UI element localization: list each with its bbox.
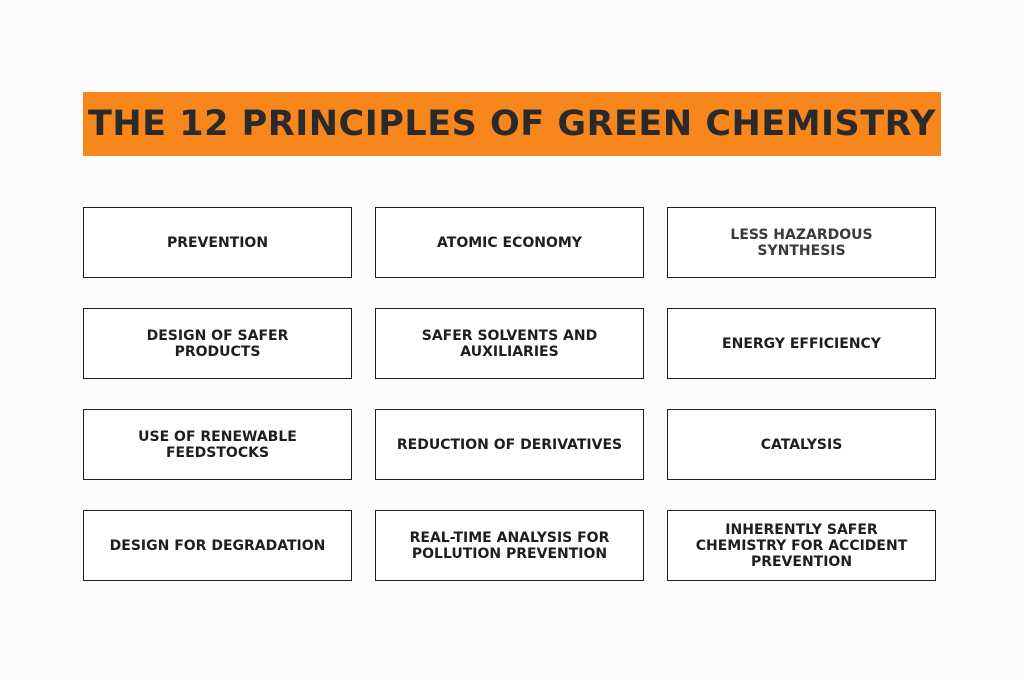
principle-box-less-hazardous-synthesis <box>667 207 936 278</box>
principle-box-catalysis <box>667 409 936 480</box>
principle-label: PREVENTION <box>166 234 269 251</box>
principle-label: USE OF RENEWABLE FEEDSTOCKS <box>138 428 297 461</box>
principle-label: LESS HAZARDOUS SYNTHESIS <box>730 226 873 259</box>
principle-box-inherently-safer-chemistry <box>667 510 936 581</box>
principle-box-real-time-analysis <box>375 510 644 581</box>
principle-label: REDUCTION OF DERIVATIVES <box>396 436 623 453</box>
page-title: THE 12 PRINCIPLES OF GREEN CHEMISTRY <box>87 104 937 144</box>
title-banner <box>83 92 941 156</box>
principle-box-atomic-economy <box>375 207 644 278</box>
principle-box-energy-efficiency <box>667 308 936 379</box>
principle-box-prevention <box>83 207 352 278</box>
principle-label: ENERGY EFFICIENCY <box>722 335 881 352</box>
principle-label: DESIGN FOR DEGRADATION <box>109 537 326 554</box>
principle-label: DESIGN OF SAFER PRODUCTS <box>146 327 289 360</box>
principle-label: SAFER SOLVENTS AND AUXILIARIES <box>421 327 598 360</box>
principle-label: ATOMIC ECONOMY <box>437 234 582 251</box>
principle-box-safer-solvents <box>375 308 644 379</box>
principle-box-design-for-degradation <box>83 510 352 581</box>
principle-box-renewable-feedstocks <box>83 409 352 480</box>
principle-label: CATALYSIS <box>760 436 843 453</box>
principle-label: REAL-TIME ANALYSIS FOR POLLUTION PREVENTION <box>409 529 610 562</box>
principle-box-reduction-of-derivatives <box>375 409 644 480</box>
principle-box-design-of-safer-products <box>83 308 352 379</box>
principles-grid <box>83 207 935 581</box>
principle-label: INHERENTLY SAFER CHEMISTRY FOR ACCIDENT PREVENTION <box>695 521 908 570</box>
